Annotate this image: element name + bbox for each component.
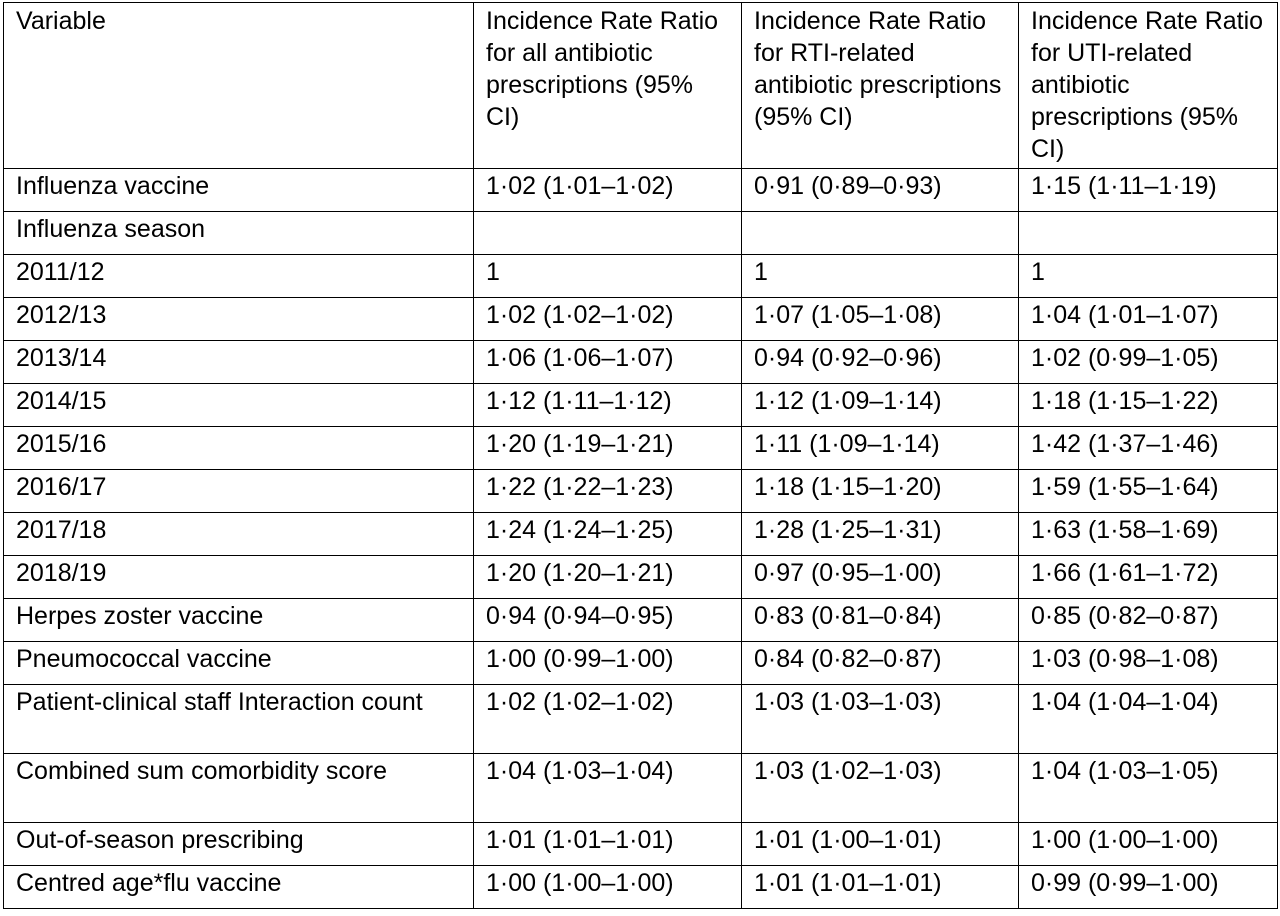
table-row xyxy=(4,685,1278,754)
variable-cell: 2011/12 xyxy=(4,255,474,298)
irr-all-cell: 1·20 (1·20–1·21) xyxy=(474,556,742,599)
irr-rti-cell: 1·12 (1·09–1·14) xyxy=(742,384,1019,427)
irr-uti-cell: 0·85 (0·82–0·87) xyxy=(1019,599,1278,642)
table-row xyxy=(4,341,1278,384)
irr-all-cell: 1·22 (1·22–1·23) xyxy=(474,470,742,513)
variable-cell: Influenza vaccine xyxy=(4,169,474,212)
variable-cell: Combined sum comorbidity score xyxy=(4,754,474,823)
variable-cell: 2012/13 xyxy=(4,298,474,341)
table-row xyxy=(4,556,1278,599)
table-row xyxy=(4,599,1278,642)
irr-all-cell: 1·12 (1·11–1·12) xyxy=(474,384,742,427)
irr-rti-cell: 1·11 (1·09–1·14) xyxy=(742,427,1019,470)
irr-rti-cell: 1·03 (1·02–1·03) xyxy=(742,754,1019,823)
irr-all-cell: 0·94 (0·94–0·95) xyxy=(474,599,742,642)
irr-uti-cell: 1·18 (1·15–1·22) xyxy=(1019,384,1278,427)
irr-all-cell: 1·04 (1·03–1·04) xyxy=(474,754,742,823)
table-row xyxy=(4,298,1278,341)
header-uti-antibiotic: Incidence Rate Ratio for UTI-related antibiotic prescriptions (95% CI) xyxy=(1019,3,1278,169)
table-row xyxy=(4,255,1278,298)
irr-table xyxy=(3,2,1278,909)
irr-rti-cell: 1·07 (1·05–1·08) xyxy=(742,298,1019,341)
variable-cell: Influenza season xyxy=(4,212,474,255)
irr-rti-cell: 0·97 (0·95–1·00) xyxy=(742,556,1019,599)
irr-uti-cell: 1·63 (1·58–1·69) xyxy=(1019,513,1278,556)
irr-uti-cell: 1·42 (1·37–1·46) xyxy=(1019,427,1278,470)
variable-cell: 2018/19 xyxy=(4,556,474,599)
irr-rti-cell: 0·84 (0·82–0·87) xyxy=(742,642,1019,685)
irr-rti-cell: 1·03 (1·03–1·03) xyxy=(742,685,1019,754)
variable-cell: Pneumococcal vaccine xyxy=(4,642,474,685)
header-row xyxy=(4,3,1278,169)
irr-rti-cell xyxy=(742,212,1019,255)
irr-uti-cell xyxy=(1019,212,1278,255)
table-row xyxy=(4,642,1278,685)
irr-uti-cell: 1·03 (0·98–1·08) xyxy=(1019,642,1278,685)
irr-all-cell: 1·02 (1·02–1·02) xyxy=(474,685,742,754)
table-row xyxy=(4,384,1278,427)
irr-uti-cell: 1·02 (0·99–1·05) xyxy=(1019,341,1278,384)
irr-uti-cell: 1·04 (1·01–1·07) xyxy=(1019,298,1278,341)
irr-rti-cell: 1 xyxy=(742,255,1019,298)
header-variable: Variable xyxy=(4,3,474,169)
irr-rti-cell: 1·01 (1·01–1·01) xyxy=(742,866,1019,909)
irr-all-cell: 1·20 (1·19–1·21) xyxy=(474,427,742,470)
irr-rti-cell: 0·94 (0·92–0·96) xyxy=(742,341,1019,384)
irr-rti-cell: 1·28 (1·25–1·31) xyxy=(742,513,1019,556)
irr-all-cell: 1·00 (0·99–1·00) xyxy=(474,642,742,685)
variable-cell: 2017/18 xyxy=(4,513,474,556)
variable-cell: Patient-clinical staff Interaction count xyxy=(4,685,474,754)
irr-all-cell: 1·01 (1·01–1·01) xyxy=(474,823,742,866)
table-row xyxy=(4,513,1278,556)
variable-cell: 2013/14 xyxy=(4,341,474,384)
irr-all-cell xyxy=(474,212,742,255)
irr-rti-cell: 1·18 (1·15–1·20) xyxy=(742,470,1019,513)
table-row xyxy=(4,754,1278,823)
irr-rti-cell: 0·91 (0·89–0·93) xyxy=(742,169,1019,212)
irr-rti-cell: 1·01 (1·00–1·01) xyxy=(742,823,1019,866)
irr-rti-cell: 0·83 (0·81–0·84) xyxy=(742,599,1019,642)
irr-all-cell: 1·02 (1·01–1·02) xyxy=(474,169,742,212)
header-rti-antibiotic: Incidence Rate Ratio for RTI-related antibiotic prescriptions (95% CI) xyxy=(742,3,1019,169)
irr-uti-cell: 1·59 (1·55–1·64) xyxy=(1019,470,1278,513)
irr-all-cell: 1·24 (1·24–1·25) xyxy=(474,513,742,556)
variable-cell: Centred age*flu vaccine xyxy=(4,866,474,909)
table-row xyxy=(4,470,1278,513)
table-row xyxy=(4,169,1278,212)
table-row xyxy=(4,866,1278,909)
irr-all-cell: 1·00 (1·00–1·00) xyxy=(474,866,742,909)
irr-all-cell: 1·06 (1·06–1·07) xyxy=(474,341,742,384)
table-body xyxy=(4,169,1278,909)
irr-uti-cell: 0·99 (0·99–1·00) xyxy=(1019,866,1278,909)
irr-uti-cell: 1·04 (1·04–1·04) xyxy=(1019,685,1278,754)
irr-uti-cell: 1·66 (1·61–1·72) xyxy=(1019,556,1278,599)
variable-cell: 2014/15 xyxy=(4,384,474,427)
variable-cell: Out-of-season prescribing xyxy=(4,823,474,866)
irr-all-cell: 1 xyxy=(474,255,742,298)
irr-uti-cell: 1·04 (1·03–1·05) xyxy=(1019,754,1278,823)
variable-cell: Herpes zoster vaccine xyxy=(4,599,474,642)
irr-uti-cell: 1·15 (1·11–1·19) xyxy=(1019,169,1278,212)
header-all-antibiotic: Incidence Rate Ratio for all antibiotic prescriptions (95% CI) xyxy=(474,3,742,169)
table-row xyxy=(4,823,1278,866)
table-row xyxy=(4,427,1278,470)
irr-all-cell: 1·02 (1·02–1·02) xyxy=(474,298,742,341)
variable-cell: 2016/17 xyxy=(4,470,474,513)
irr-uti-cell: 1 xyxy=(1019,255,1278,298)
variable-cell: 2015/16 xyxy=(4,427,474,470)
table-row xyxy=(4,212,1278,255)
irr-uti-cell: 1·00 (1·00–1·00) xyxy=(1019,823,1278,866)
